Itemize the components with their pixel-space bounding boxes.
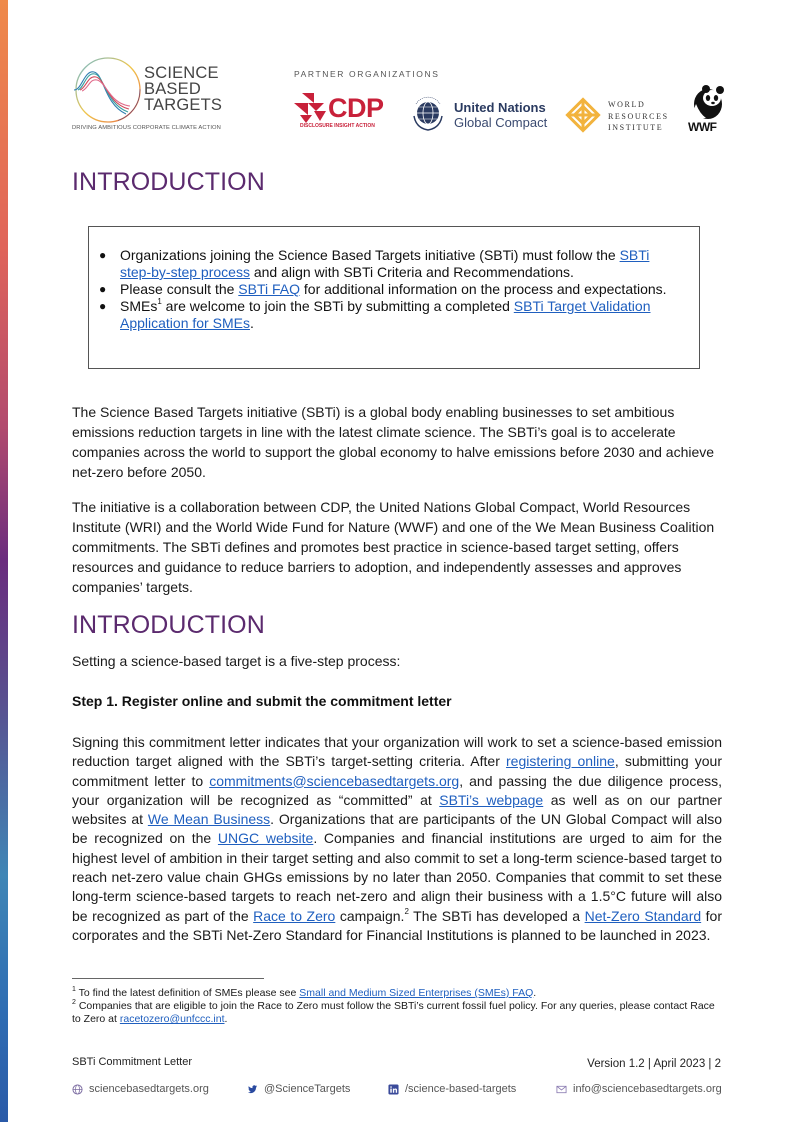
footnote-1 [72,987,722,1000]
cdp-wordmark: CDP [328,93,384,123]
logo-line-science: SCIENCE [144,64,219,82]
sbt-logo [70,56,223,136]
ungc-name: United Nations [454,100,546,115]
callout-item [89,247,699,281]
link-racetozero-email[interactable]: racetozero@unfccc.int [119,1013,225,1025]
callout-list [89,247,699,332]
ungc-subtitle: Global Compact [454,115,548,130]
link-race-to-zero[interactable]: Race to Zero [253,907,336,924]
bullet-icon: ● [99,248,107,262]
callout-text: for additional information on the process and expectations. [300,281,667,297]
body-text: campaign. [335,907,405,924]
cdp-logo [294,93,388,133]
ungc-logo [408,94,548,134]
section-title-introduction-2: INTRODUCTION [72,611,265,639]
cdp-tagline: DISCLOSURE INSIGHT ACTION [300,123,375,129]
cdp-triangles-icon [294,93,328,123]
footnote-text: Companies that are eligible to join the Race to Zero must follow the SBTi’s current fossil fuel policy. For any queries, please contact Race to Zero at [72,1000,715,1025]
link-we-mean-business[interactable]: We Mean Business [147,811,271,828]
footnote-ref-2: 2 [404,907,409,917]
twitter-icon [247,1084,258,1095]
wri-line: INSTITUTE [608,123,664,132]
body-text: . Organizations that are participants of the UN Global Compact will also be recognized on the [72,811,722,847]
link-net-zero-standard[interactable]: Net-Zero Standard [584,907,702,924]
step-1-title: Step 1. Register online and submit the commitment letter [72,693,452,709]
footnote-divider [72,978,264,979]
link-smes-faq[interactable]: Small and Medium Sized Enterprises (SMEs) FAQ [299,987,534,999]
wri-line: RESOURCES [608,111,669,121]
link-registering-online[interactable]: registering online [506,753,615,770]
body-text: The SBTi has developed a [408,907,585,924]
body-text: . Companies and financial institutions are urged to aim for the highest level of ambition in their target setting and also commit to set a long-term science-based target to reach net-zero value chain GHGs emissions by no later than 2050. Companies that commit to set these long-term science-based targets to reach net-zero and align their business with a 1.5°C future will also be recognized as part of the [72,830,723,924]
body-text: as well as on our partner websites at [72,791,722,828]
un-globe-icon [408,94,448,134]
sbt-curve-icon [70,56,142,124]
footer-version-page: Version 1.2 | April 2023 | 2 [587,1058,721,1070]
callout-box [88,226,700,369]
footnote-ref-1: 1 [157,297,162,307]
footnote-text: To find the latest definition of SMEs please see [75,987,300,999]
footnote-number: 2 [72,998,76,1006]
callout-text: and align with SBTi Criteria and Recommendations. [249,264,574,280]
link-sbti-webpage[interactable]: SBTi’s webpage [439,791,544,808]
website-text: sciencebasedtargets.org [89,1083,209,1095]
body-text: , submitting your commitment letter to [72,753,722,789]
callout-text: are welcome to join the SBTi by submitting a completed [161,298,514,314]
linkedin-text: /science-based-targets [405,1083,517,1095]
link-commitments-email[interactable]: commitments@sciencebasedtargets.org [209,772,460,789]
footer-website[interactable] [72,1083,209,1095]
bullet-icon: ● [99,282,107,296]
panda-icon [686,84,726,120]
wwf-wordmark: WWF [688,120,717,134]
link-sbti-step-by-step[interactable]: SBTi step-by-step process [120,247,650,280]
wri-logo [565,97,680,137]
footnote-text: . [533,987,537,999]
wri-knot-icon [565,97,601,133]
body-text: Signing this commitment letter indicates that your organization will work to set a science-based emission reduction target aligned with the SBTi’s target-setting criteria. After [72,734,722,770]
logo-line-based: BASED [144,80,201,98]
body-text: , and passing the due diligence process, your organization will be recognized as “committed” at [72,772,722,808]
intro-paragraph-1: The Science Based Targets initiative (SBTi) is a global body enabling businesses to set ambitious emissions reduction targets in line with the latest climate science. The SBTi’s goal is to accelerate companies across the world to support the global economy to halve emissions before 2030 and achieve net-zero before 2050. [72,404,715,480]
footnotes [72,987,722,1026]
footnote-2 [72,1000,722,1026]
footer-email[interactable] [556,1083,722,1095]
linkedin-icon [388,1084,399,1095]
body-text: for corporates and the SBTi Net-Zero Standard for Financial Institutions is planned to be launched in 2023. [72,907,723,943]
footnote-text: . [224,1013,228,1025]
logo-line-targets: TARGETS [144,96,223,114]
step-1-body [72,733,722,945]
email-text: info@sciencebasedtargets.org [573,1083,722,1095]
callout-item [89,281,699,298]
link-sme-application[interactable]: SBTi Target Validation Application for SMEs [120,298,651,331]
link-ungc-website[interactable]: UNGC website [217,830,314,847]
footer-doc-title: SBTi Commitment Letter [72,1056,193,1068]
globe-icon [72,1084,83,1095]
intro-paragraph-2: The initiative is a collaboration between CDP, the United Nations Global Compact, World Resources Institute (WRI) and the World Wide Fund for Nature (WWF) and one of the We Mean Business Coalition commitments. The SBTi defines and promotes best practice in science-based target setting, offers resources and guidance to reduce barriers to adoption, and independently assesses and approves companies’ targets. [72,499,715,595]
section-title-introduction: INTRODUCTION [72,168,265,196]
footer-linkedin[interactable] [388,1083,516,1095]
footer-twitter[interactable] [247,1083,350,1095]
callout-text: SMEs [120,298,158,314]
five-step-intro: Setting a science-based target is a five-step process: [72,653,401,669]
link-sbti-faq[interactable]: SBTi FAQ [238,281,301,297]
wri-line: WORLD [608,100,646,109]
callout-item [89,298,699,332]
twitter-handle: @ScienceTargets [264,1083,351,1095]
logo-tagline: DRIVING AMBITIOUS CORPORATE CLIMATE ACTION [72,125,221,131]
logo-wordmark [144,65,222,113]
mail-icon [556,1084,567,1095]
callout-text: . [249,315,254,331]
wwf-logo [686,84,726,134]
callout-text: Please consult the [120,281,239,297]
wri-wordmark [608,99,669,134]
gradient-side-bar [0,0,8,1122]
callout-text: Organizations joining the Science Based Targets initiative (SBTi) must follow the [120,247,620,263]
partners-label: PARTNER ORGANIZATIONS [294,69,440,79]
bullet-icon: ● [99,299,107,313]
footnote-number: 1 [72,985,76,993]
